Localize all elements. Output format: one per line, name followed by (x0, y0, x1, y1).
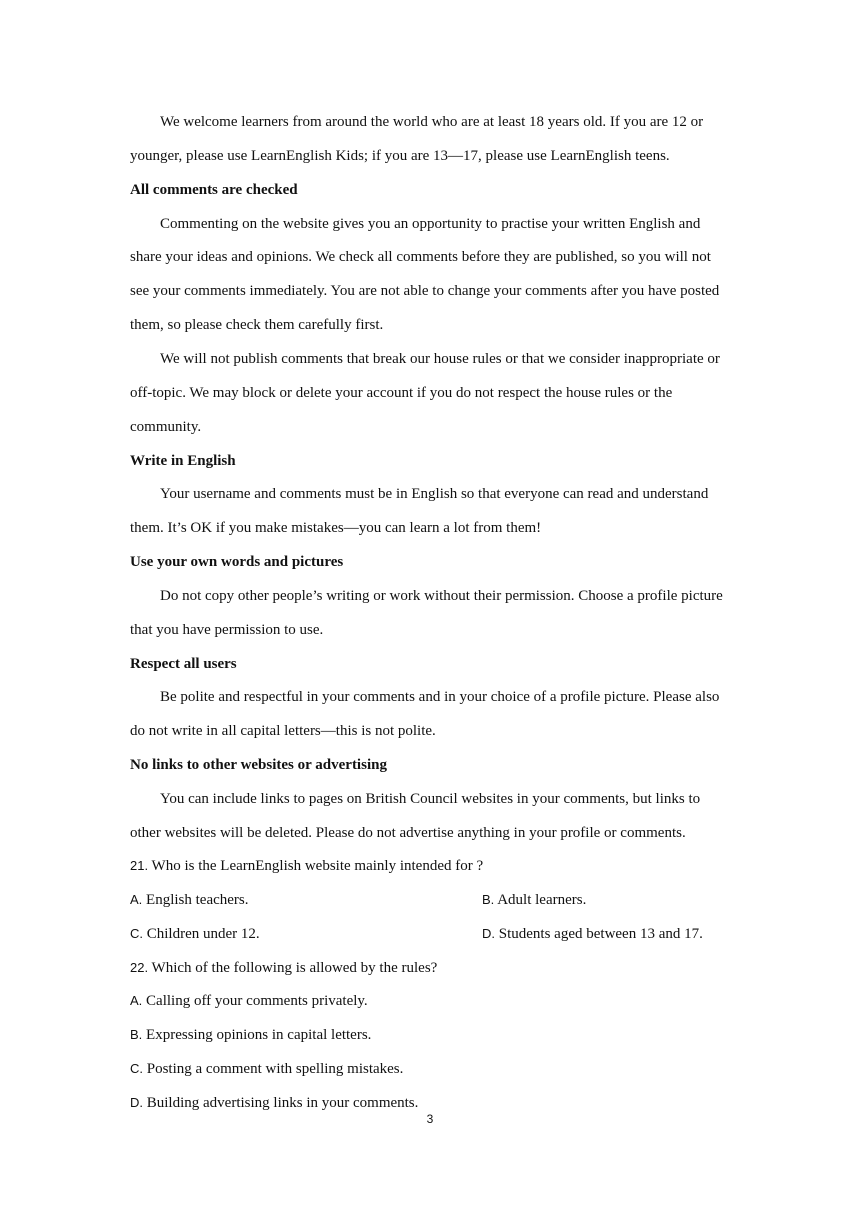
q21-option-b (482, 890, 586, 910)
option-text: Adult learners. (494, 892, 587, 908)
paragraph-line: other websites will be deleted. Please do not advertise anything in your profile or comments. (130, 825, 686, 841)
q21-option-c (130, 924, 260, 944)
q22-option-a (130, 991, 368, 1011)
option-text: Expressing opinions in capital letters. (142, 1027, 372, 1043)
heading-write-in-english: Write in English (130, 453, 236, 469)
option-label: D. (482, 926, 495, 941)
paragraph-line: Your username and comments must be in English so that everyone can read and understand (160, 486, 709, 502)
heading-all-comments-checked: All comments are checked (130, 182, 298, 198)
paragraph-line: that you have permission to use. (130, 622, 324, 638)
heading-own-words: Use your own words and pictures (130, 554, 344, 570)
option-label: C. (130, 1061, 143, 1076)
option-label: B. (130, 1027, 143, 1042)
heading-no-links: No links to other websites or advertising (130, 757, 387, 773)
paragraph-line: off-topic. We may block or delete your account if you do not respect the house rules or the (130, 385, 673, 401)
paragraph-line: We will not publish comments that break our house rules or that we consider inappropriate or (160, 351, 720, 367)
option-text: Building advertising links in your comments. (143, 1095, 419, 1111)
question-text: Who is the LearnEnglish website mainly intended for ? (148, 858, 484, 874)
paragraph-line: Do not copy other people’s writing or work without their permission. Choose a profile picture (160, 588, 723, 604)
q22-option-c (130, 1059, 403, 1079)
paragraph-line: them, so please check them carefully first. (130, 317, 384, 333)
option-text: Children under 12. (143, 926, 260, 942)
option-text: English teachers. (142, 892, 249, 908)
option-text: Posting a comment with spelling mistakes. (143, 1061, 404, 1077)
q21-option-a (130, 890, 249, 910)
intro-line-1: We welcome learners from around the world who are at least 18 years old. If you are 12 or (160, 114, 704, 130)
question-22 (130, 958, 735, 978)
paragraph-line: share your ideas and opinions. We check all comments before they are published, so you will not (130, 249, 711, 265)
option-label: D. (130, 1095, 143, 1110)
option-label: C. (130, 926, 143, 941)
q22-option-b (130, 1025, 371, 1045)
option-text: Calling off your comments privately. (142, 993, 368, 1009)
q22-option-d (130, 1093, 418, 1113)
question-text: Which of the following is allowed by the rules? (148, 960, 438, 976)
heading-respect-users: Respect all users (130, 656, 237, 672)
paragraph-line: Be polite and respectful in your comments and in your choice of a profile picture. Please also (160, 689, 720, 705)
option-label: A. (130, 892, 143, 907)
option-label: B. (482, 892, 495, 907)
question-number: 21. (130, 858, 149, 873)
option-text: Students aged between 13 and 17. (495, 926, 703, 942)
paragraph-line: see your comments immediately. You are not able to change your comments after you have posted (130, 283, 720, 299)
paragraph-line: do not write in all capital letters—this is not polite. (130, 723, 436, 739)
intro-line-2: younger, please use LearnEnglish Kids; if you are 13—17, please use LearnEnglish teens. (130, 148, 670, 164)
page-number: 3 (426, 1112, 434, 1126)
q21-option-d (482, 924, 703, 944)
question-number: 22. (130, 960, 149, 975)
paragraph-line: You can include links to pages on British Council websites in your comments, but links to (160, 791, 701, 807)
option-label: A. (130, 993, 143, 1008)
question-21 (130, 856, 735, 876)
paragraph-line: community. (130, 419, 202, 435)
paragraph-line: them. It’s OK if you make mistakes—you can learn a lot from them! (130, 520, 542, 536)
paragraph-line: Commenting on the website gives you an opportunity to practise your written English and (160, 216, 701, 232)
